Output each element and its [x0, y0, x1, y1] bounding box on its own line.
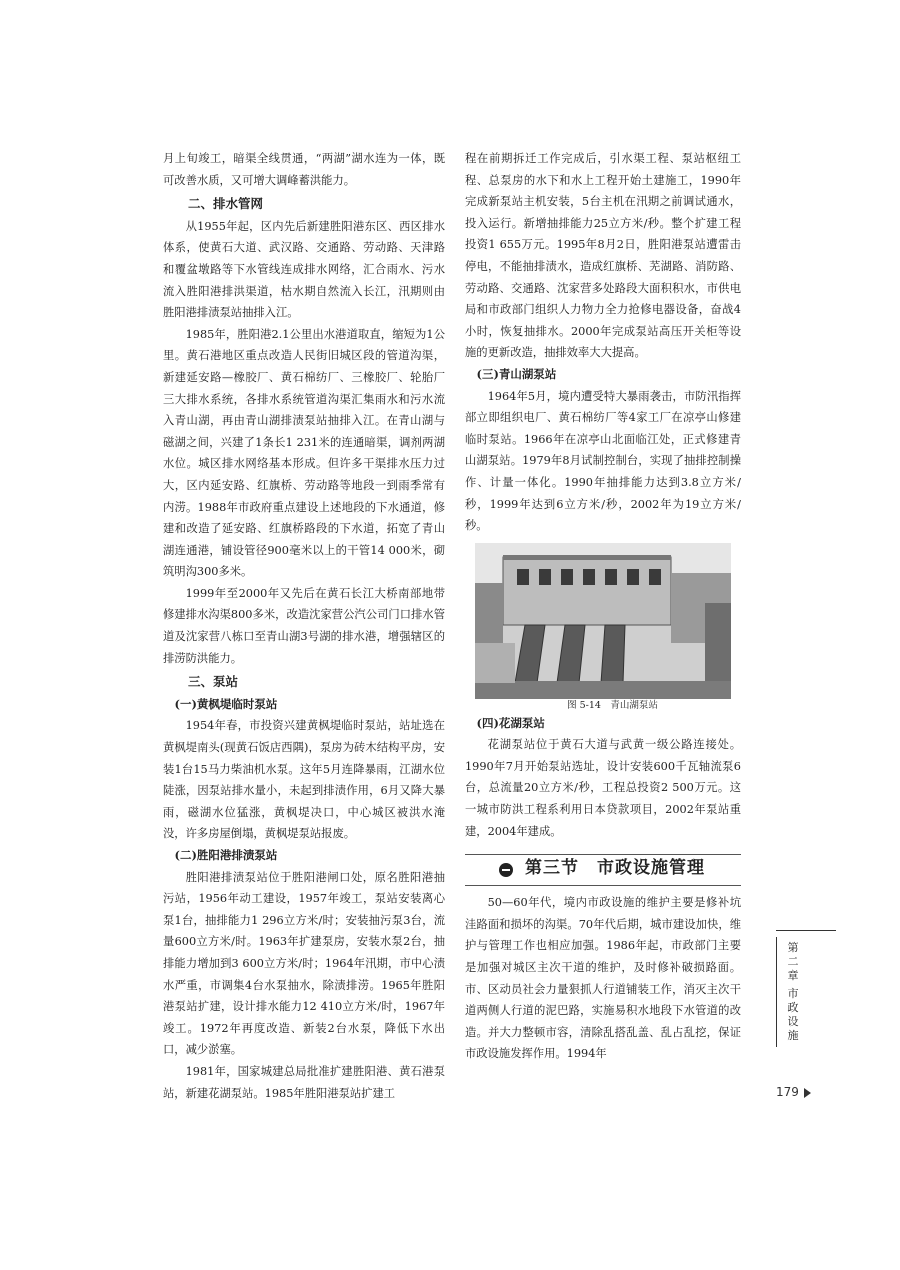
paragraph: 程在前期拆迁工作完成后，引水渠工程、泵站枢纽工程、总泵房的水下和水上工程开始土建施工，1990年完成新泵站主机安装，5台主机在汛期之前调试通水，投入运行。新增抽排能力25立方米/秒。整个扩建工程投资1 655万元。1995年8月2日，胜阳港泵站遭雷击停电，不能抽排渍水，造成红旗桥、芜湖路、消防路、劳动路、交通路、沈家营多处路段大面积积水，市供电局和市政部门组织人力物力全力抢修电器设备，奋战4小时，恢复抽排水。2000年完成泵站高压开关柜等设施的更新改造，抽排效率大大提高。	[465, 152, 741, 360]
paragraph: 1954年春，市投资兴建黄枫堤临时泵站，站址选在黄枫堤南头(现黄石饭店西隅)，泵房为砖木结构平房，安装1台15马力柴油机水泵。这年5月连降暴雨，江湖水位陡涨，因泵站排水量小，未起到排渍作用，6月又降大暴雨，磁湖水位猛涨，黄枫堤决口，中心城区被洪水淹没，许多房屋倒塌，黄枫堤泵站报废。	[163, 719, 445, 841]
paragraph: 胜阳港排渍泵站位于胜阳港闸口处，原名胜阳港抽污站，1956年动工建设，1957年竣工，泵站安装离心泵1台，抽排能力1 296立方米/时；安装抽污泵3台，流量600立方米/时。1963年扩建泵房，安装水泵2台，抽排能力增加到3 600立方米/时；1964年汛期，市中心渍水严重，市调集4台水泵抽水，除渍排涝。1965年胜阳港泵站扩建，设计排水能力12 410立方米/时，1967年竣工。1972年再度改造、新装2台水泵，降低下水出口，减少淤塞。	[163, 870, 445, 1057]
subheading-huangfengdi: (一)黄枫堤临时泵站	[174, 696, 278, 711]
heading-drainage-network: 二、排水管网	[188, 196, 264, 212]
paragraph: 50—60年代，境内市政设施的维护主要是修补坑洼路面和损坏的沟渠。70年代后期，城市建设加快，维护与管理工作也相应加强。1986年起，市政部门主要是加强对城区主次干道的维护，及时修补破损路面。市、区动员社会力量狠抓人行道铺装工作，消灭主次干道两侧人行道的泥巴路，实施易积水地段下水管道的改造。并大力整顿市容，清除乱搭乱盖、乱占乱挖，保证市政设施发挥作用。1994年	[465, 896, 741, 1061]
chapter-topic: 市政设施	[787, 987, 799, 1042]
side-tab-rule	[776, 930, 836, 931]
section-heading	[465, 854, 741, 886]
chapter-label: 第二章	[787, 941, 799, 982]
subheading-qingshanhu: (三)青山湖泵站	[476, 366, 557, 381]
right-column	[465, 148, 741, 1065]
paragraph: 1964年5月，境内遭受特大暴雨袭击，市防汛指挥部立即组织电厂、黄石棉纺厂等4家工厂在凉亭山修建临时泵站。1966年在凉亭山北面临江处，正式修建青山湖泵站。1979年8月试制控制台，实现了抽排控制操作、计量一体化。1990年抽排能力达到3.8立方米/秒，1999年达到6立方米/秒，2002年为19立方米/秒。	[465, 389, 741, 533]
paragraph: 1981年，国家城建总局批准扩建胜阳港、黄石港泵站，新建花湖泵站。1985年胜阳港泵站扩建工	[163, 1064, 445, 1100]
page-number	[776, 1085, 811, 1099]
paragraph: 1985年，胜阳港2.1公里出水港道取直，缩短为1公里。黄石港地区重点改造人民街旧城区段的管道沟渠，新建延安路—橡胶厂、黄石棉纺厂、三橡胶厂、轮胎厂三大排水系统，各排水系统管道沟渠汇集雨水和污水流入青山湖，再由青山湖排渍泵站抽排入江。在青山湖与磁湖之间，兴建了1条长1 231米的连通暗渠，调剂两湖水位。城区排水网络基本形成。但许多干渠排水压力过大，区内延安路、红旗桥、劳动路等地段一到雨季常有内涝。1988年市政府重点建设上述地段的下水通道，修建和改造了延安路、红旗桥路段的下水道，拓宽了青山湖连通港，铺设管径900毫米以上的干管14 000米，砌筑明沟300多米。	[163, 327, 445, 579]
page-number-text: 179	[776, 1085, 799, 1099]
paragraph: 1999年至2000年又先后在黄石长江大桥南部地带修建排水沟渠800多米，改造沈家营公汽公司门口排水管道及沈家营八栋口至青山湖3号湖的排水港，增强辖区的排涝防洪能力。	[163, 586, 445, 665]
paragraph: 花湖泵站位于黄石大道与武黄一级公路连接处。1990年7月开始泵站选址，设计安装600千瓦轴流泵6台，总流量20立方米/秒，工程总投资2 500万元。这一城市防洪工程系利用日本贷款项目，2002年泵站重建，2004年建成。	[465, 738, 741, 838]
chapter-side-tab	[776, 937, 813, 1047]
subheading-huahu: (四)花湖泵站	[476, 715, 545, 730]
heading-pump-stations: 三、泵站	[188, 674, 239, 690]
paragraph: 从1955年起，区内先后新建胜阳港东区、西区排水体系，使黄石大道、武汉路、交通路、劳动路、天津路和覆盆墩路等下水管线连成排水网络，汇合雨水、污水流入胜阳港排洪渠道，枯水期自然流入长江，汛期则由胜阳港排渍泵站抽排入江。	[163, 219, 445, 320]
section-title: 第三节 市政设施管理	[525, 858, 705, 879]
subheading-shengyanggang: (二)胜阳港排渍泵站	[174, 848, 278, 862]
triangle-right-icon	[804, 1088, 811, 1098]
left-column	[163, 148, 445, 1104]
paragraph: 月上旬竣工，暗渠全线贯通，“两湖”湖水连为一体，既可改善水质，又可增大调峰蓄洪能力。	[163, 152, 445, 187]
section-bullet-icon	[499, 863, 513, 877]
pump-station-photo	[475, 543, 731, 699]
figure-caption: 图 5-14 青山湖泵站	[567, 699, 658, 711]
